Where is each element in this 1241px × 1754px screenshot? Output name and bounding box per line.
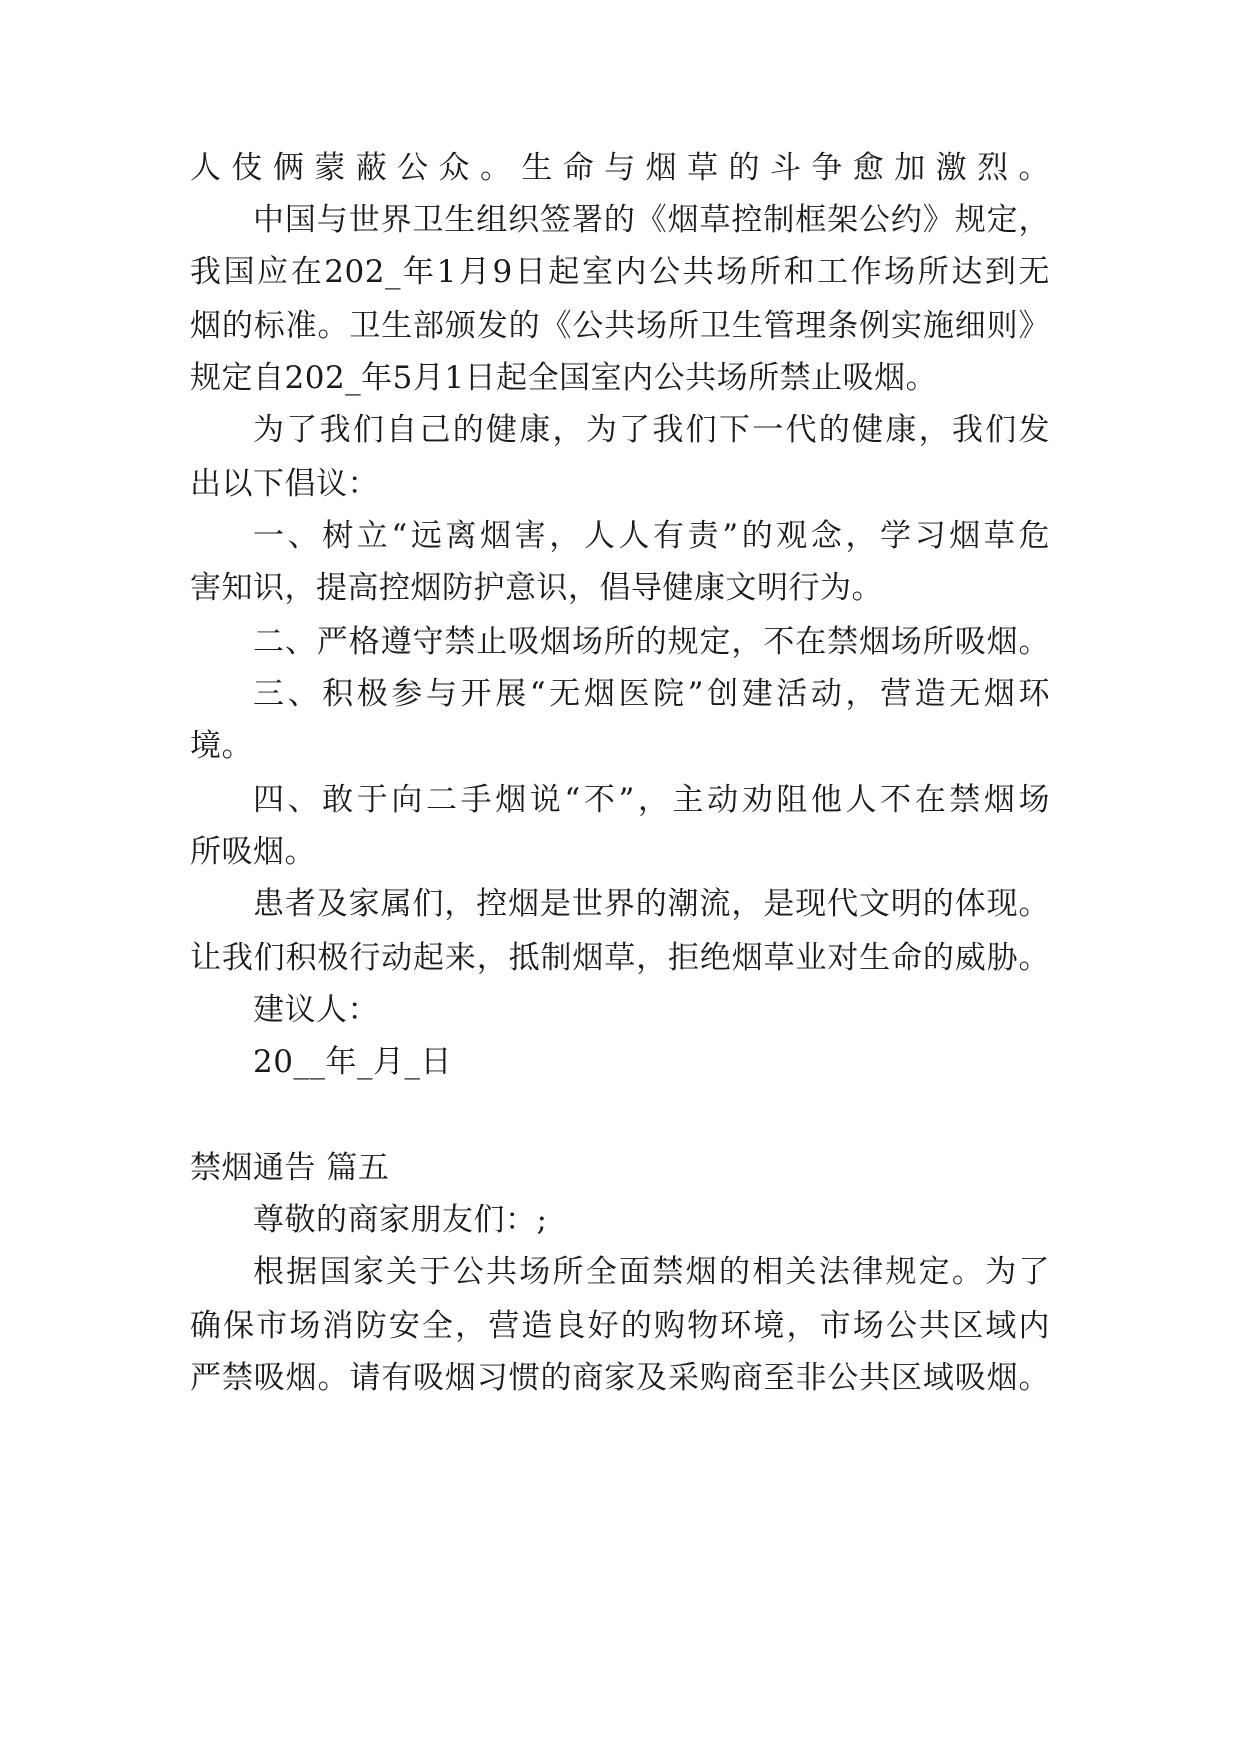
date-line: 20__年_月_日 bbox=[253, 1044, 452, 1080]
text-line: 出以下倡议： bbox=[190, 466, 379, 502]
text-line: 害知识，提高控烟防护意识，倡导健康文明行为。 bbox=[190, 570, 883, 606]
text-line: 规定自202_年5月1日起全国室内公共场所禁止吸烟。 bbox=[190, 360, 938, 396]
text-line: 根据国家关于公共场所全面禁烟的相关法律规定。为了 bbox=[253, 1254, 1050, 1290]
section-heading: 禁烟通告 篇五 bbox=[190, 1150, 390, 1186]
signature-label: 建议人： bbox=[253, 992, 379, 1028]
text-line: 严禁吸烟。请有吸烟习惯的商家及采购商至非公共区域吸烟。 bbox=[190, 1360, 1050, 1396]
text-line: 境。 bbox=[190, 728, 253, 764]
text-line: 一、树立“远离烟害，人人有责”的观念，学习烟草危 bbox=[253, 518, 1050, 554]
text-line: 为了我们自己的健康，为了我们下一代的健康，我们发 bbox=[253, 412, 1050, 448]
text-line: 我国应在202_年1月9日起室内公共场所和工作场所达到无 bbox=[190, 254, 1050, 290]
text-line: 四、敢于向二手烟说“不”，主动劝阻他人不在禁烟场 bbox=[253, 782, 1050, 818]
text-line: 人伎俩蒙蔽公众。生命与烟草的斗争愈加激烈。 bbox=[190, 150, 1050, 186]
text-line: 二、严格遵守禁止吸烟场所的规定，不在禁烟场所吸烟。 bbox=[253, 624, 1050, 660]
text-line: 让我们积极行动起来，抵制烟草，拒绝烟草业对生命的威胁。 bbox=[190, 940, 1050, 976]
text-line: 所吸烟。 bbox=[190, 834, 316, 870]
text-line: 中国与世界卫生组织签署的《烟草控制框架公约》规定， bbox=[253, 202, 1050, 238]
salutation: 尊敬的商家朋友们：; bbox=[253, 1202, 548, 1238]
text-line: 患者及家属们，控烟是世界的潮流，是现代文明的体现。 bbox=[253, 886, 1050, 922]
text-line: 确保市场消防安全，营造良好的购物环境，市场公共区域内 bbox=[190, 1308, 1050, 1344]
text-line: 三、积极参与开展“无烟医院”创建活动，营造无烟环 bbox=[253, 676, 1050, 712]
text-line: 烟的标准。卫生部颁发的《公共场所卫生管理条例实施细则》 bbox=[190, 308, 1050, 344]
